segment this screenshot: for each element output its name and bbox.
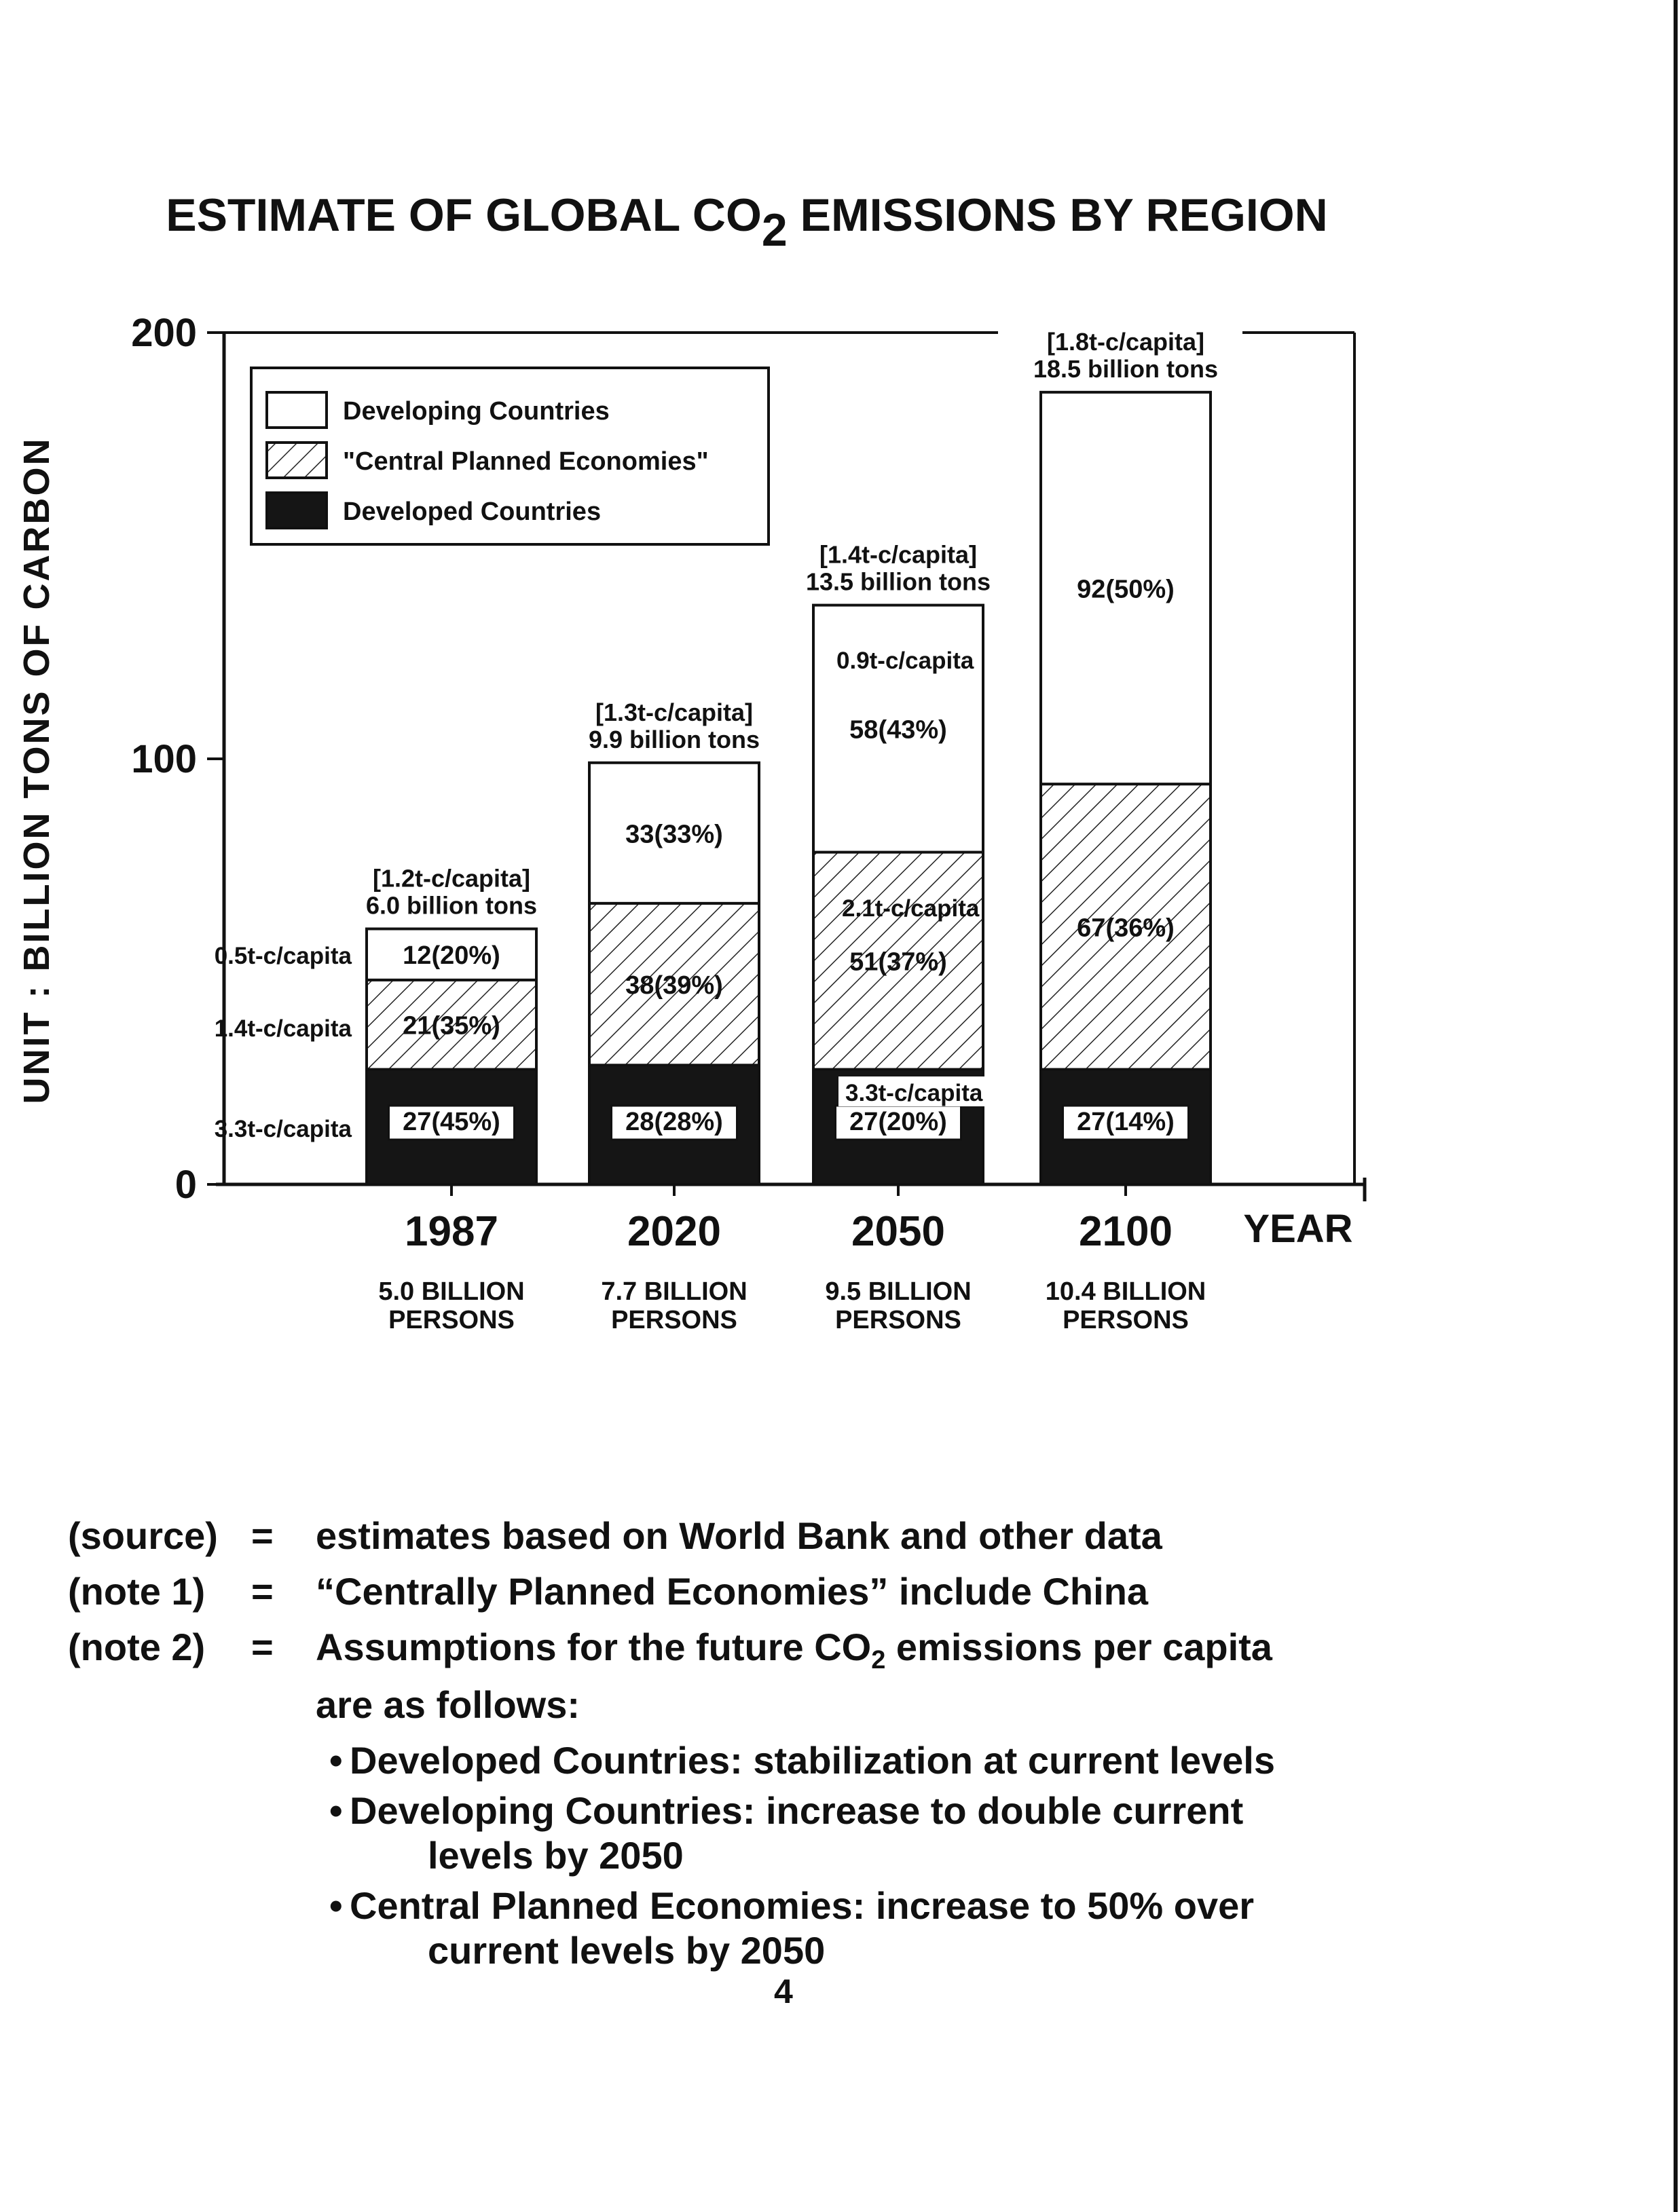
note-bullet-3-line-b: current levels by 2050: [428, 1929, 826, 1972]
legend-swatch-developing: [267, 392, 327, 428]
chart-title: ESTIMATE OF GLOBAL CO2 EMISSIONS BY REGION: [166, 189, 1328, 256]
bullet-dot-3: •: [329, 1884, 343, 1928]
note-source-eq: =: [251, 1514, 274, 1557]
y-tick-group-100: [131, 737, 224, 781]
note-2-text-b: emissions per capita: [885, 1626, 1272, 1668]
note-1-eq: =: [251, 1570, 274, 1613]
legend-swatch-developed: [267, 493, 327, 528]
note-source: [68, 1514, 1426, 1558]
note-bullet-3: [329, 1883, 1426, 1973]
scan-edge-line: [1674, 0, 1678, 2212]
note-2-text-a: Assumptions for the future CO: [316, 1626, 872, 1668]
legend-swatch-central: [267, 443, 327, 478]
per-capita-1987-developed: 3.3t-c/capita: [214, 1116, 352, 1142]
note-2-text: [316, 1625, 1426, 1727]
bar-total-per-capita-2100: [1.8t-c/capita]: [1046, 327, 1205, 356]
bar-total-per-capita-2020: [1.3t-c/capita]: [595, 698, 754, 726]
population-label-2100-0: 10.4 BILLION: [1045, 1277, 1206, 1306]
y-tick-label-0: 0: [174, 1163, 197, 1207]
bullet-dot-1: •: [329, 1739, 343, 1782]
note-bullet-3-text: [350, 1883, 1426, 1973]
bar-total-tons-2100: 18.5 billion tons: [1033, 354, 1219, 383]
population-label-1987-0: 5.0 BILLION: [378, 1277, 525, 1306]
bar-label-2020-2: 33(33%): [625, 820, 723, 849]
note-2-key: (note 2): [68, 1626, 206, 1668]
note-bullet-2-text: [350, 1788, 1426, 1878]
bar-label-2050-0: 27(20%): [849, 1108, 947, 1136]
y-tick-label-200: 200: [131, 311, 197, 355]
per-capita-2050-developed: 3.3t-c/capita: [845, 1080, 983, 1106]
note-2-text-subscript: 2: [871, 1646, 886, 1675]
population-label-2100-1: PERSONS: [1063, 1306, 1189, 1334]
y-tick-label-100: 100: [131, 737, 197, 781]
bar-total-tons-2020: 9.9 billion tons: [588, 725, 760, 753]
note-bullet-1: [329, 1738, 1426, 1783]
per-capita-1987-central: 1.4t-c/capita: [214, 1015, 352, 1042]
note-bullet-2-line-a: Developing Countries: increase to double current: [350, 1789, 1244, 1833]
bar-label-2050-1: 51(37%): [849, 948, 947, 977]
x-tick-label-1987: 1987: [405, 1208, 498, 1255]
bar-label-2050-2: 58(43%): [849, 715, 947, 745]
bar-label-2020-1: 38(39%): [625, 971, 723, 1000]
note-2-text-c: are as follows:: [316, 1683, 580, 1727]
bar-total-tons-1987: 6.0 billion tons: [365, 891, 538, 920]
legend-label-developing: Developing Countries: [343, 397, 610, 426]
bar-label-2100-0: 27(14%): [1077, 1108, 1175, 1136]
note-1-key: (note 1): [68, 1570, 206, 1613]
population-label-2050-0: 9.5 BILLION: [825, 1277, 972, 1306]
bar-label-1987-0: 27(45%): [403, 1108, 500, 1136]
note-1-text: “Centrally Planned Economies” include China: [316, 1570, 1149, 1613]
population-label-2020-1: PERSONS: [611, 1306, 737, 1334]
page-number: 4: [774, 1972, 793, 2010]
note-bullet-2-line-b: levels by 2050: [428, 1834, 684, 1877]
legend: [251, 368, 769, 544]
note-source-key: (source): [68, 1514, 218, 1557]
notes-section: [68, 1514, 1426, 1979]
x-tick-label-2020: 2020: [627, 1208, 721, 1255]
per-capita-1987-developing: 0.5t-c/capita: [214, 943, 352, 969]
x-tick-label-2100: 2100: [1079, 1208, 1173, 1255]
note-2-eq: =: [251, 1626, 274, 1668]
population-label-1987-1: PERSONS: [388, 1306, 515, 1334]
y-tick-group-200: [131, 311, 224, 355]
legend-label-developed: Developed Countries: [343, 498, 602, 526]
x-axis-label: YEAR: [1243, 1207, 1353, 1251]
population-label-2050-1: PERSONS: [835, 1306, 961, 1334]
bar-total-tons-2050: 13.5 billion tons: [805, 567, 991, 596]
per-capita-2050-developing: 0.9t-c/capita: [836, 648, 974, 674]
note-2: [68, 1625, 1426, 1727]
per-capita-2050-central: 2.1t-c/capita: [842, 895, 980, 922]
chart-title-subscript: 2: [761, 204, 788, 256]
x-tick-label-2050: 2050: [851, 1208, 945, 1255]
bar-label-2100-1: 67(36%): [1077, 914, 1175, 943]
bar-label-2100-2: 92(50%): [1077, 575, 1175, 604]
note-bullet-2: [329, 1788, 1426, 1878]
bar-label-2020-0: 28(28%): [625, 1108, 723, 1136]
y-tick-group-0: [175, 1163, 224, 1207]
bar-label-1987-2: 12(20%): [403, 941, 500, 971]
bullet-dot-2: •: [329, 1789, 343, 1833]
note-source-text: estimates based on World Bank and other data: [316, 1514, 1162, 1557]
bar-total-per-capita-1987: [1.2t-c/capita]: [372, 864, 531, 893]
y-axis-label: UNIT : BILLION TONS OF CARBON: [16, 436, 57, 1104]
bar-total-per-capita-2050: [1.4t-c/capita]: [819, 540, 978, 569]
legend-label-central: "Central Planned Economies": [343, 447, 709, 476]
population-label-2020-0: 7.7 BILLION: [601, 1277, 748, 1306]
per-capita-1987-annotations: [215, 943, 352, 1142]
note-bullet-1-text: Developed Countries: stabilization at current levels: [350, 1739, 1276, 1782]
note-1: [68, 1569, 1426, 1614]
note-bullet-3-line-a: Central Planned Economies: increase to 50% over: [350, 1884, 1255, 1928]
bar-label-1987-1: 21(35%): [403, 1011, 500, 1041]
